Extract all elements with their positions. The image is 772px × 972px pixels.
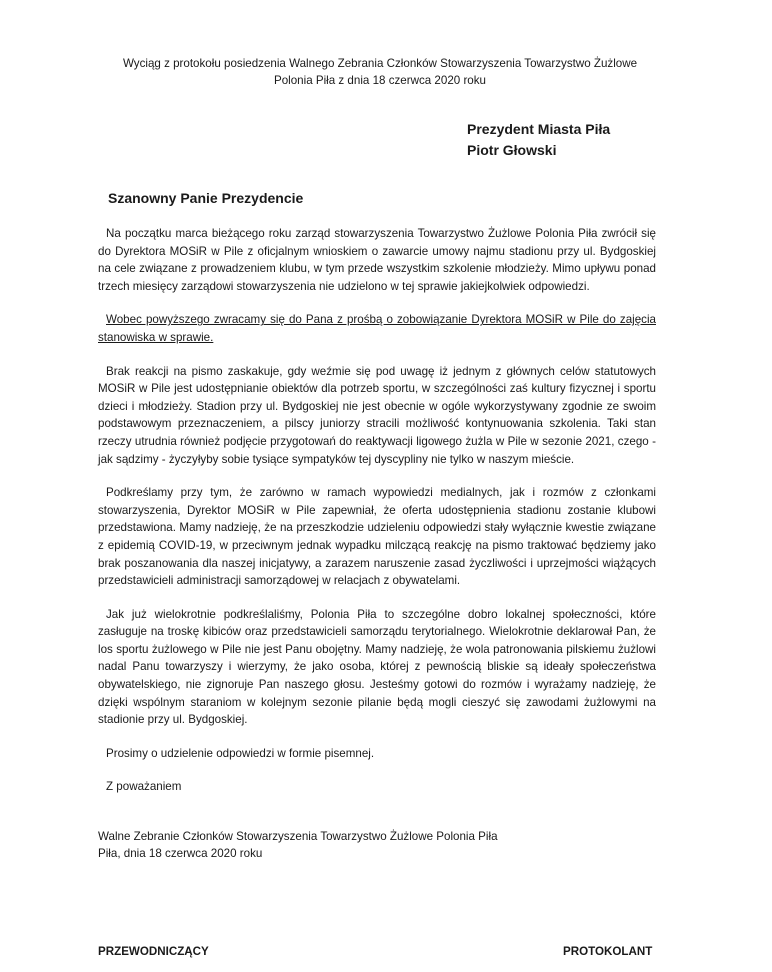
letter-body	[98, 225, 656, 796]
salutation: Szanowny Panie Prezydencie	[108, 190, 304, 206]
paragraph-5: Jak już wielokrotnie podkreślaliśmy, Polonia Piła to szczególne dobro lokalnej społeczności, które zasługuje na troskę kibiców oraz przedstawicieli samorządu terytorialnego. Wielokrotnie deklarował Pan, że los sportu żużlowego w Pile nie jest Panu obojętny. Mamy nadzieję, że wola patronowania pilskiemu żużlowi nadal Panu towarzyszy i wierzymy, że jako osoba, której z pewnością bliskie są ideały społeczeństwa obywatelskiego, nie zignoruje Pan naszego głosu. Jesteśmy gotowi do rozmów i wyrażamy nadzieję, że dzięki wspólnym staraniom w kolejnym sezonie pilanie będą mogli cieszyć się zawodami żużlowymi na stadionie przy ul. Bydgoskiej.	[98, 607, 656, 727]
signature-chairman: PRZEWODNICZĄCY	[98, 945, 209, 958]
paragraph-4: Podkreślamy przy tym, że zarówno w ramach wypowiedzi medialnych, jak i rozmów z członkami stowarzyszenia, Dyrektor MOSiR w Pile zapewniał, że oferta udostępnienia stadionu zostanie klubowi przedstawiona. Mamy nadzieję, że na przeszkodzie udzieleniu odpowiedzi stały wyłącznie kwestie związane z epidemią COVID-19, w przeciwnym jednak wypadku milczącą reakcję na pismo traktować będziemy jako brak poszanowania dla naszej inicjatywy, a zarazem naruszenie zasad życzliwości i uprzejmości wiążących przedstawicieli administracji samorządowej w relacjach z obywatelami.	[98, 486, 656, 588]
footer-date: Piła, dnia 18 czerwca 2020 roku	[98, 847, 263, 860]
closing: Z poważaniem	[106, 780, 182, 794]
signature-recorder: PROTOKOLANT	[563, 945, 653, 958]
paragraph-2-request: Wobec powyższego zwracamy się do Pana z prośbą o zobowiązanie Dyrektora MOSiR w Pile do zajęcia stanowiska w sprawie.	[98, 313, 656, 344]
header-line-2: Polonia Piła z dnia 18 czerwca 2020 roku	[273, 74, 487, 87]
recipient-block	[467, 119, 610, 161]
recipient-title: Prezydent Miasta Piła	[467, 121, 611, 137]
paragraph-1: Na początku marca bieżącego roku zarząd stowarzyszenia Towarzystwo Żużlowe Polonia Piła zwrócił się do Dyrektora MOSiR w Pile z oficjalnym wnioskiem o zawarcie umowy najmu stadionu przy ul. Bydgoskiej na cele związane z prowadzeniem klubu, w tym przede wszystkim szkolenie młodzieży. Mimo upływu ponad trzech miesięcy zarządowi stowarzyszenia nie udzielono w tej sprawie jakiejkolwiek odpowiedzi.	[98, 227, 656, 293]
paragraph-3: Brak reakcji na pismo zaskakuje, gdy weźmie się pod uwagę iż jednym z głównych celów statutowych MOSiR w Pile jest udostępnianie obiektów dla potrzeb sportu, w szczególności zaś kultury fizycznej i sportu dzieci i młodzieży. Stadion przy ul. Bydgoskiej nie jest obecnie w ogóle wykorzystywany zgodnie ze swoim podstawowym przeznaczeniem, a pilscy juniorzy stracili możliwość kontynuowania szkolenia. Taki stan rzeczy utrudnia również podjęcie przygotowań do reaktywacji ligowego żużla w Pile w sezonie 2021, czego - jak sądzimy - życzyłyby sobie tysiące sympatyków tej dyscypliny nie tylko w naszym mieście.	[98, 364, 656, 466]
header-line-1: Wyciąg z protokołu posiedzenia Walnego Zebrania Członków Stowarzyszenia Towarzystwo Żużlowe	[122, 57, 638, 70]
document-header	[80, 55, 680, 89]
footer-organization: Walne Zebranie Członków Stowarzyszenia Towarzystwo Żużlowe Polonia Piła	[98, 830, 498, 843]
recipient-name: Piotr Głowski	[467, 142, 557, 158]
written-reply-request: Prosimy o udzielenie odpowiedzi w formie pisemnej.	[106, 746, 375, 760]
document-footer	[98, 828, 498, 862]
